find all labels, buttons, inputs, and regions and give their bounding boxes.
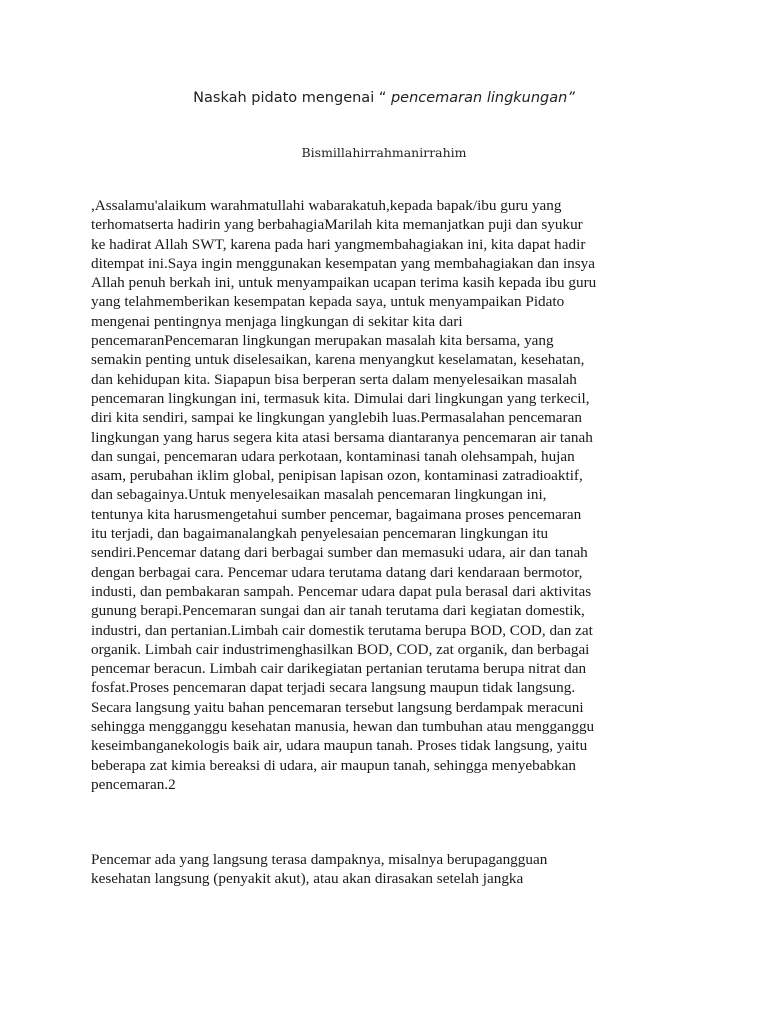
paragraph-line: Allah penuh berkah ini, untuk menyampaikan ucapan terima kasih kepada ibu guru xyxy=(91,274,597,292)
paragraph-line: sehingga mengganggu kesehatan manusia, hewan dan tumbuhan atau mengganggu xyxy=(91,718,595,736)
paragraph-line: gunung berapi.Pencemaran sungai dan air tanah terutama dari kegiatan domestik, xyxy=(91,602,585,620)
paragraph-line: lingkungan yang harus segera kita atasi bersama diantaranya pencemaran air tanah xyxy=(91,428,593,446)
paragraph-line: dan sungai, pencemaran udara perkotaan, kontaminasi tanah olehsampah, hujan xyxy=(91,447,575,465)
paragraph-line: ditempat ini.Saya ingin menggunakan kesempatan yang membahagiakan dan insya xyxy=(91,254,595,272)
paragraph-line: diri kita sendiri, sampai ke lingkungan yanglebih luas.Permasalahan pencemaran xyxy=(91,409,582,427)
paragraph-line: ,Assalamu'alaikum warahmatullahi wabarakatuh,kepada bapak/ibu guru yang xyxy=(91,197,562,214)
paragraph-line: pencemaran.2 xyxy=(91,775,176,793)
paragraph-line: itu terjadi, dan bagaimanalangkah penyelesaian pencemaran lingkungan itu xyxy=(91,525,549,543)
title-prefix: Naskah pidato mengenai “ xyxy=(193,90,391,106)
paragraph-line: industi, dan pembakaran sampah. Pencemar udara dapat pula berasal dari aktivitas xyxy=(91,582,592,600)
paragraph-line: tentunya kita harusmengetahui sumber pencemar, bagaimana proses pencemaran xyxy=(91,505,582,523)
paragraph-line: kesehatan langsung (penyakit akut), atau akan dirasakan setelah jangka xyxy=(91,870,524,888)
paragraph-line: dan sebagainya.Untuk menyelesaikan masalah pencemaran lingkungan ini, xyxy=(91,486,547,504)
paragraph-line: Secara langsung yaitu bahan pencemaran tersebut langsung berdampak meracuni xyxy=(91,698,584,716)
speech-paragraph-1 xyxy=(91,196,691,794)
paragraph-line: pencemaran lingkungan ini, termasuk kita. Dimulai dari lingkungan yang terkecil, xyxy=(91,389,590,407)
paragraph-line: beberapa zat kimia bereaksi di udara, air maupun tanah, sehingga menyebabkan xyxy=(91,756,576,774)
paragraph-line: pencemaranPencemaran lingkungan merupakan masalah kita bersama, yang xyxy=(91,332,554,350)
paragraph-line: sendiri.Pencemar datang dari berbagai sumber dan memasuki udara, air dan tanah xyxy=(91,544,588,562)
paragraph-line: organik. Limbah cair industrimenghasilkan BOD, COD, zat organik, dan berbagai xyxy=(91,640,590,658)
title-topic: pencemaran lingkungan” xyxy=(390,90,575,106)
paragraph-line: dengan berbagai cara. Pencemar udara terutama datang dari kendaraan bermotor, xyxy=(91,563,583,581)
paragraph-line: Pencemar ada yang langsung terasa dampaknya, misalnya berupagangguan xyxy=(91,851,548,868)
paragraph-line: pencemar beracun. Limbah cair darikegiatan pertanian terutama berupa nitrat dan xyxy=(91,660,587,678)
paragraph-line: dan kehidupan kita. Siapapun bisa berperan serta dalam menyelesaikan masalah xyxy=(91,370,577,388)
paragraph-line: yang telahmemberikan kesempatan kepada saya, untuk menyampaikan Pidato xyxy=(91,293,565,311)
basmalah-line: Bismillahirrahmanirrahim xyxy=(301,145,467,160)
paragraph-line: asam, perubahan iklim global, penipisan lapisan ozon, kontaminasi zatradioaktif, xyxy=(91,467,583,485)
paragraph-line: industri, dan pertanian.Limbah cair domestik terutama berupa BOD, COD, dan zat xyxy=(91,621,593,639)
document-title xyxy=(0,90,768,106)
paragraph-line: fosfat.Proses pencemaran dapat terjadi secara langsung maupun tidak langsung. xyxy=(91,679,576,697)
paragraph-line: mengenai pentingnya menjaga lingkungan di sekitar kita dari xyxy=(91,312,463,330)
speech-paragraph-2 xyxy=(91,850,691,889)
paragraph-line: terhomatserta hadirin yang berbahagiaMarilah kita memanjatkan puji dan syukur xyxy=(91,216,583,234)
paragraph-line: semakin penting untuk diselesaikan, karena menyangkut keselamatan, kesehatan, xyxy=(91,351,585,369)
paragraph-line: keseimbanganekologis baik air, udara maupun tanah. Proses tidak langsung, yaitu xyxy=(91,737,588,755)
paragraph-line: ke hadirat Allah SWT, karena pada hari yangmembahagiakan ini, kita dapat hadir xyxy=(91,235,586,253)
